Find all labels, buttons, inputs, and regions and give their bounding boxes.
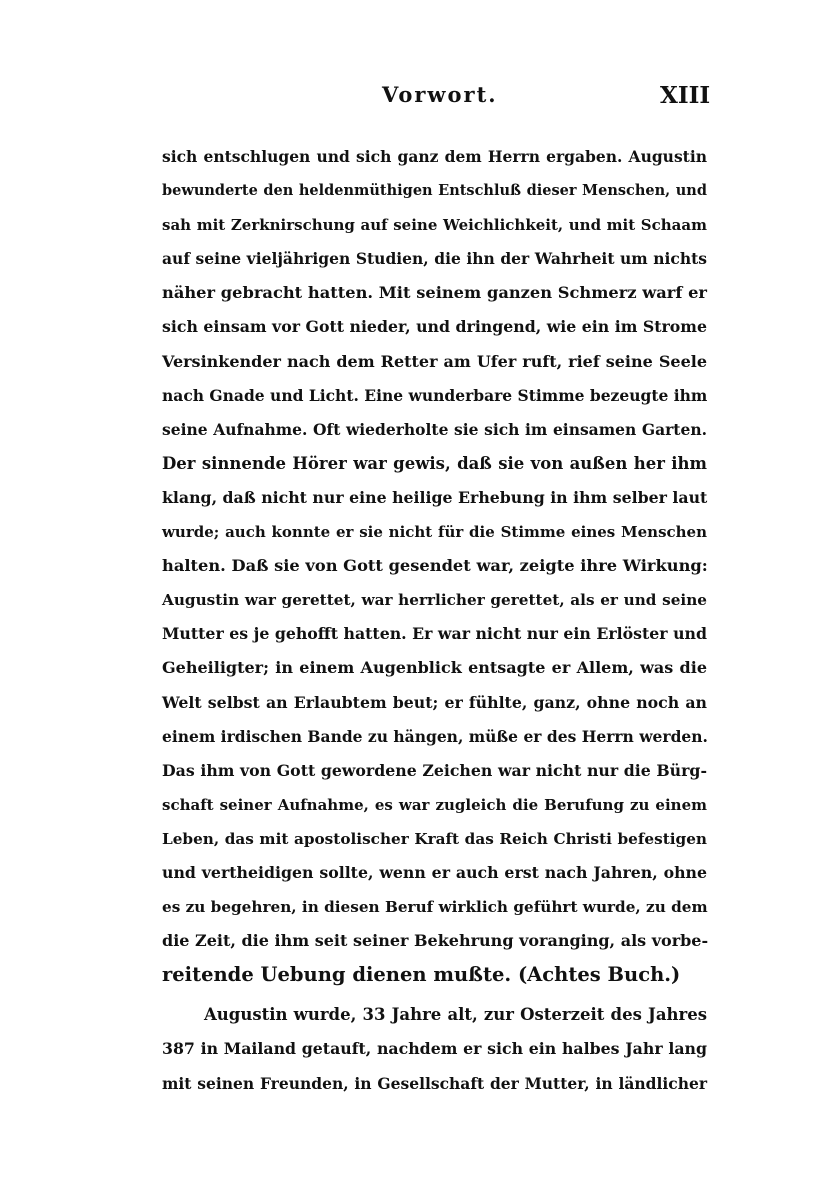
text-line: Mutter es je gehofft hatten. Er war nicht nur ein Erlöster und bbox=[162, 624, 707, 644]
text-line: bewunderte den heldenmüthigen Entschluß dieser Menschen, und bbox=[162, 182, 707, 200]
page-number: XIII bbox=[660, 82, 711, 109]
text-line: seine Aufnahme. Oft wiederholte sie sich im einsamen Garten. bbox=[162, 419, 707, 439]
text-line: Versinkender nach dem Retter am Ufer ruft, rief seine Seele bbox=[162, 351, 707, 371]
text-line: nach Gnade und Licht. Eine wunderbare Stimme bezeugte ihm bbox=[162, 385, 708, 405]
body-text bbox=[162, 140, 707, 1101]
text-line: Leben, das mit apostolischer Kraft das Reich Christi befestigen bbox=[162, 829, 707, 848]
running-head bbox=[0, 82, 840, 114]
text-line: Augustin war gerettet, war herrlicher gerettet, als er und seine bbox=[162, 591, 707, 610]
text-line: klang, daß nicht nur eine heilige Erhebung in ihm selber laut bbox=[162, 487, 708, 507]
text-line: und vertheidigen sollte, wenn er auch erst nach Jahren, ohne bbox=[162, 862, 707, 882]
text-line: Der sinnende Hörer war gewis, daß sie von außen her ihm bbox=[162, 453, 707, 473]
text-line: Geheiligter; in einem Augenblick entsagte er Allem, was die bbox=[162, 658, 707, 678]
text-line: schaft seiner Aufnahme, es war zugleich die Berufung zu einem bbox=[162, 795, 707, 814]
text-line: Augustin wurde, 33 Jahre alt, zur Osterzeit des Jahres bbox=[204, 1005, 707, 1025]
text-line: einem irdischen Bande zu hängen, müße er des Herrn werden. bbox=[162, 726, 708, 746]
text-line: 387 in Mailand getauft, nachdem er sich ein halbes Jahr lang bbox=[162, 1039, 707, 1059]
text-line: Welt selbst an Erlaubtem beut; er fühlte, ganz, ohne noch an bbox=[162, 692, 707, 712]
text-line: auf seine vieljährigen Studien, die ihn der Wahrheit um nichts bbox=[162, 249, 707, 269]
text-line: es zu begehren, in diesen Beruf wirklich geführt wurde, zu dem bbox=[162, 898, 708, 917]
text-line: näher gebracht hatten. Mit seinem ganzen Schmerz warf er bbox=[162, 283, 707, 303]
text-line: wurde; auch konnte er sie nicht für die Stimme eines Menschen bbox=[162, 523, 707, 542]
text-line: sich einsam vor Gott nieder, und dringend, wie ein im Strome bbox=[162, 317, 707, 337]
text-line: sah mit Zerknirschung auf seine Weichlichkeit, und mit Schaam bbox=[162, 216, 707, 235]
text-line: sich entschlugen und sich ganz dem Herrn ergaben. Augustin bbox=[162, 147, 707, 166]
text-line: Das ihm von Gott gewordene Zeichen war nicht nur die Bürg- bbox=[162, 760, 707, 780]
text-line: halten. Daß sie von Gott gesendet war, zeigte ihre Wirkung: bbox=[162, 556, 708, 576]
running-head-title: Vorwort. bbox=[382, 82, 498, 107]
text-line: reitende Uebung dienen mußte. (Achtes Buch.) bbox=[162, 963, 681, 987]
text-line: mit seinen Freunden, in Gesellschaft der Mutter, in ländlicher bbox=[162, 1073, 707, 1093]
text-line: die Zeit, die ihm seit seiner Bekehrung voranging, als vorbe- bbox=[162, 931, 709, 951]
